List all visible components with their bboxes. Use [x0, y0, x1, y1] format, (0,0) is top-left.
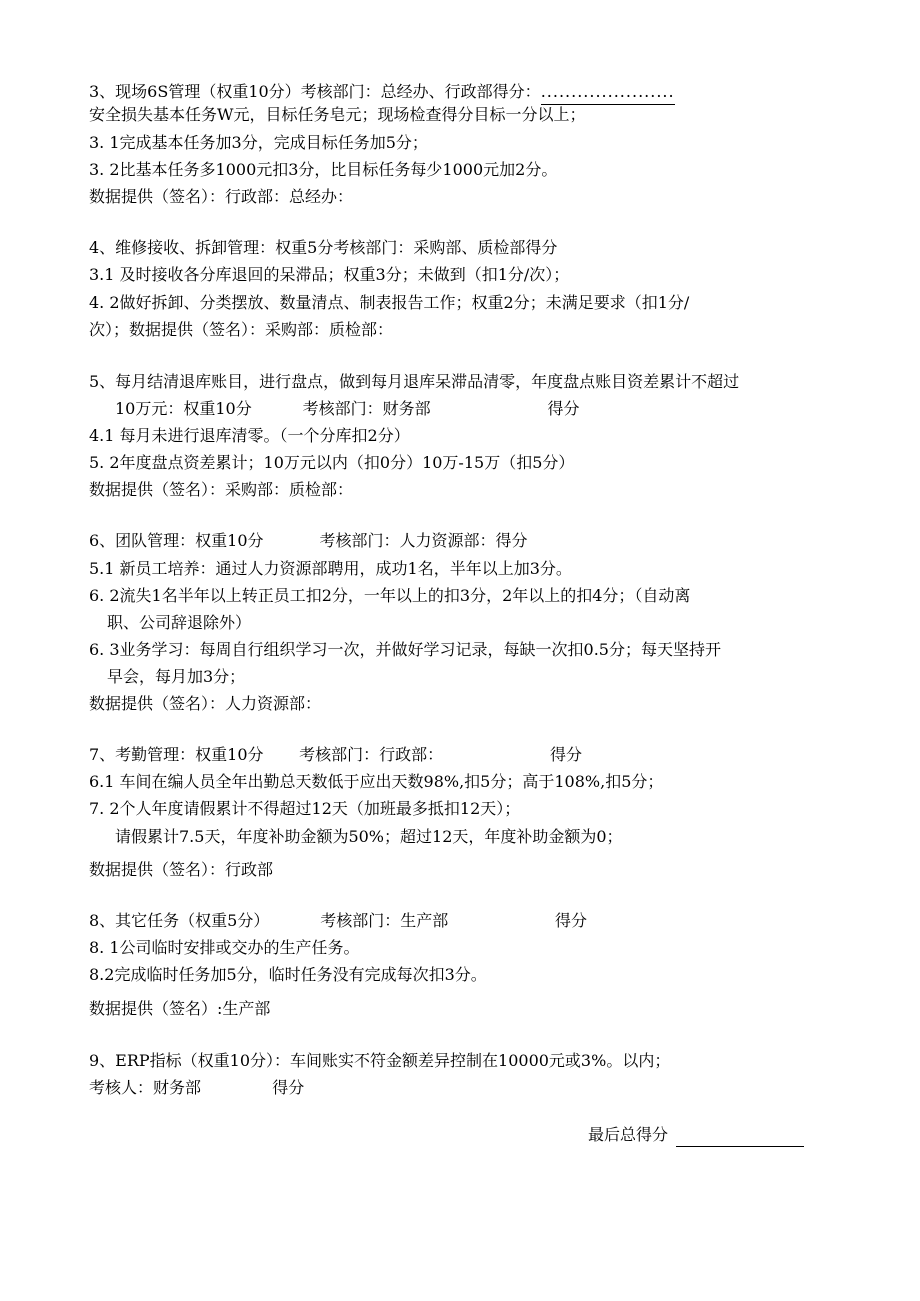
section-6-title: 6、团队管理：权重10分 考核部门：人力资源部：得分 [89, 531, 528, 550]
section-3-title-text: 3、现场6S管理（权重10分）考核部门：总经办、行政部得分： [89, 82, 541, 101]
section-6-signature: 数据提供（签名）：人力资源部： [89, 694, 322, 713]
section-4-line-1: 3.1 及时接收各分库退回的呆滞品；权重3分；未做到（扣1分/次）； [89, 265, 570, 284]
section-3-line-1: 安全损失基本任务W元，目标任务皂元；现场检查得分目标一分以上； [89, 105, 586, 124]
section-6-line-3: 6. 3业务学习：每周自行组织学习一次，并做好学习记录，每缺一次扣0.5分；每天坚持开 [89, 640, 721, 659]
section-6-line-2: 6. 2流失1名半年以上转正员工扣2分，一年以上的扣3分，2年以上的扣4分；（自动离 [89, 586, 691, 605]
section-7-line-1: 6.1 车间在编人员全年出勤总天数低于应出天数98%,扣5分；高于108%,扣5分； [89, 772, 664, 791]
section-7-line-2-cont: 请假累计7.5天，年度补助金额为50%；超过12天，年度补助金额为0； [115, 827, 623, 846]
section-6-line-3-cont: 早会，每月加3分； [107, 667, 246, 686]
section-5-line-2: 5. 2年度盘点资差累计；10万元以内（扣0分）10万-15万（扣5分） [89, 453, 575, 472]
section-5-line-1: 4.1 每月未进行退库清零。（一个分库扣2分） [89, 426, 410, 445]
section-9-line-1: 考核人：财务部 得分 [89, 1078, 305, 1097]
section-8-title: 8、其它任务（权重5分） 考核部门：生产部 得分 [89, 911, 588, 930]
section-8-line-1: 8. 1公司临时安排或交办的生产任务。 [89, 938, 360, 957]
final-total-blank [676, 1129, 804, 1147]
section-5-title-cont: 10万元：权重10分 考核部门：财务部 得分 [115, 399, 580, 418]
final-total-score [588, 1123, 804, 1147]
section-8-signature: 数据提供（签名）:生产部 [89, 999, 271, 1018]
section-7-line-2: 7. 2个人年度请假累计不得超过12天（加班最多抵扣12天）； [89, 799, 521, 818]
section-3-title [89, 80, 675, 105]
section-3-line-2: 3. 1完成基本任务加3分，完成目标任务加5分； [89, 133, 428, 152]
section-6-line-1: 5.1 新员工培养：通过人力资源部聘用，成功1名，半年以上加3分。 [89, 559, 572, 578]
section-4-title: 4、维修接收、拆卸管理：权重5分考核部门：采购部、质检部得分 [89, 238, 558, 257]
section-8-line-2: 8.2完成临时任务加5分，临时任务没有完成每次扣3分。 [89, 965, 487, 984]
section-3-signature: 数据提供（签名）：行政部：总经办： [89, 187, 354, 206]
section-9-title: 9、ERP指标（权重10分）：车间账实不符金额差异控制在10000元或3%。以内； [89, 1051, 671, 1070]
section-3-line-3: 3. 2比基本任务多1000元扣3分，比目标任务每少1000元加2分。 [89, 160, 558, 179]
section-5-signature: 数据提供（签名）：采购部：质检部： [89, 480, 354, 499]
section-6-line-2-cont: 职、公司辞退除外） [107, 613, 252, 632]
section-5-title: 5、每月结清退库账目，进行盘点，做到每月退库呆滞品清零，年度盘点账目资差累计不超过 [89, 372, 740, 391]
score-blank-dots: ...................... [541, 80, 675, 105]
final-total-label: 最后总得分 [588, 1125, 669, 1144]
section-4-line-2: 4. 2做好拆卸、分类摆放、数量清点、制表报告工作；权重2分；未满足要求（扣1分/ [89, 293, 690, 312]
section-7-title: 7、考勤管理：权重10分 考核部门：行政部： 得分 [89, 745, 582, 764]
section-7-signature: 数据提供（签名）：行政部 [89, 860, 274, 879]
section-4-line-3: 次）；数据提供（签名）：采购部：质检部： [89, 320, 394, 339]
